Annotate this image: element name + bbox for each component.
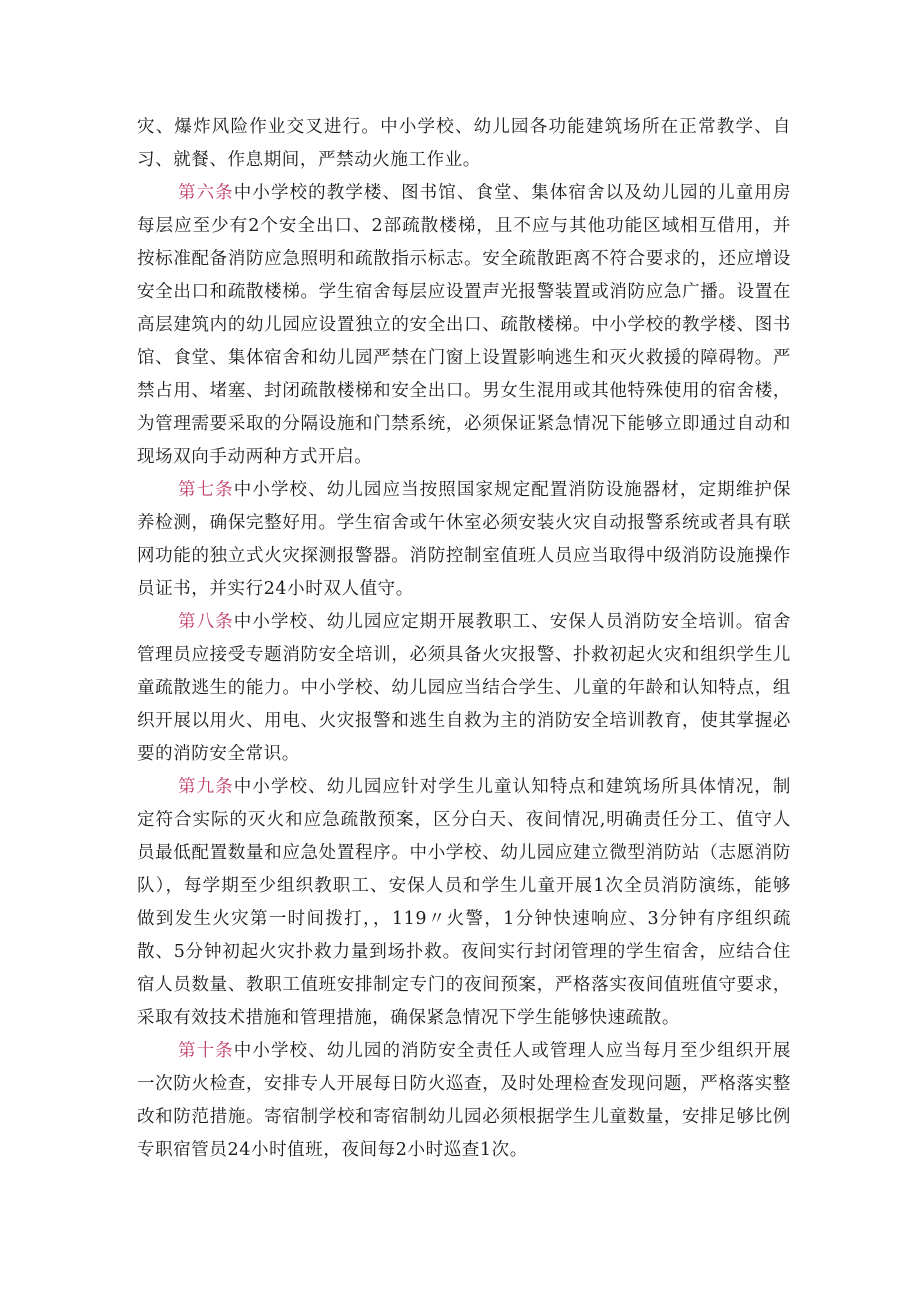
article-8-heading: 第八条	[178, 612, 234, 632]
article-10	[137, 1035, 791, 1167]
article-10-body: 中小学校、幼儿园的消防安全责任人或管理人应当每月至少组织开展一次防火检查，安排专人开展每日防火巡查，及时处理检查发现问题，严格落实整改和防范措施。寄宿制学校和寄宿制幼儿园必须根据学生儿童数量，安排足够比例专职宿管员24小时值班，夜间每2小时巡查1次。	[137, 1041, 791, 1160]
article-9-body: 中小学校、幼儿园应针对学生儿童认知特点和建筑场所具体情况，制定符合实际的灭火和应急疏散预案，区分白天、夜间情况,明确责任分工、值守人员最低配置数量和应急处置程序。中小学校、幼儿园应建立微型消防站（志愿消防队），每学期至少组织教职工、安保人员和学生儿童开展1次全员消防演练，能够做到发生火灾第一时间拨打，，119〃火警，1分钟快速响应、3分钟有序组织疏散、5分钟初起火灾扑救力量到场扑救。夜间实行封闭管理的学生宿舍，应结合住宿人员数量、教职工值班安排制定专门的夜间预案，严格落实夜间值班值守要求，采取有效技术措施和管理措施，确保紧急情况下学生能够快速疏散。	[137, 777, 791, 1028]
article-9-heading: 第九条	[178, 777, 234, 797]
article-8-body: 中小学校、幼儿园应定期开展教职工、安保人员消防安全培训。宿舍管理员应接受专题消防安全培训，必须具备火灾报警、扑救初起火灾和组织学生儿童疏散逃生的能力。中小学校、幼儿园应当结合学生、儿童的年龄和认知特点，组织开展以用火、用电、火灾报警和逃生自救为主的消防安全培训教育，使其掌握必要的消防安全常识。	[137, 612, 791, 764]
intro-paragraph: 灾、爆炸风险作业交叉进行。中小学校、幼儿园各功能建筑场所在正常教学、自习、就餐、作息期间，严禁动火施工作业。	[137, 117, 791, 170]
document-page	[137, 111, 791, 1167]
article-8	[137, 606, 791, 771]
article-7	[137, 474, 791, 606]
article-6	[137, 177, 791, 474]
article-9	[137, 771, 791, 1035]
article-7-heading: 第七条	[178, 480, 234, 500]
article-10-heading: 第十条	[178, 1041, 234, 1061]
article-6-body: 中小学校的教学楼、图书馆、食堂、集体宿舍以及幼儿园的儿童用房每层应至少有2个安全出口、2部疏散楼梯，且不应与其他功能区域相互借用，并按标准配备消防应急照明和疏散指示标志。安全疏散距离不符合要求的，还应增设安全出口和疏散楼梯。学生宿舍每层应设置声光报警装置或消防应急广播。设置在高层建筑内的幼儿园应设置独立的安全出口、疏散楼梯。中小学校的教学楼、图书馆、食堂、集体宿舍和幼儿园严禁在门窗上设置影响逃生和灭火救援的障碍物。严禁占用、堵塞、封闭疏散楼梯和安全出口。男女生混用或其他特殊使用的宿舍楼，为管理需要采取的分隔设施和门禁系统，必须保证紧急情况下能够立即通过自动和现场双向手动两种方式开启。	[137, 183, 791, 467]
article-7-body: 中小学校、幼儿园应当按照国家规定配置消防设施器材，定期维护保养检测，确保完整好用。学生宿舍或午休室必须安装火灾自动报警系统或者具有联网功能的独立式火灾探测报警器。消防控制室值班人员应当取得中级消防设施操作员证书，并实行24小时双人值守。	[137, 480, 791, 599]
article-6-heading: 第六条	[178, 183, 234, 203]
